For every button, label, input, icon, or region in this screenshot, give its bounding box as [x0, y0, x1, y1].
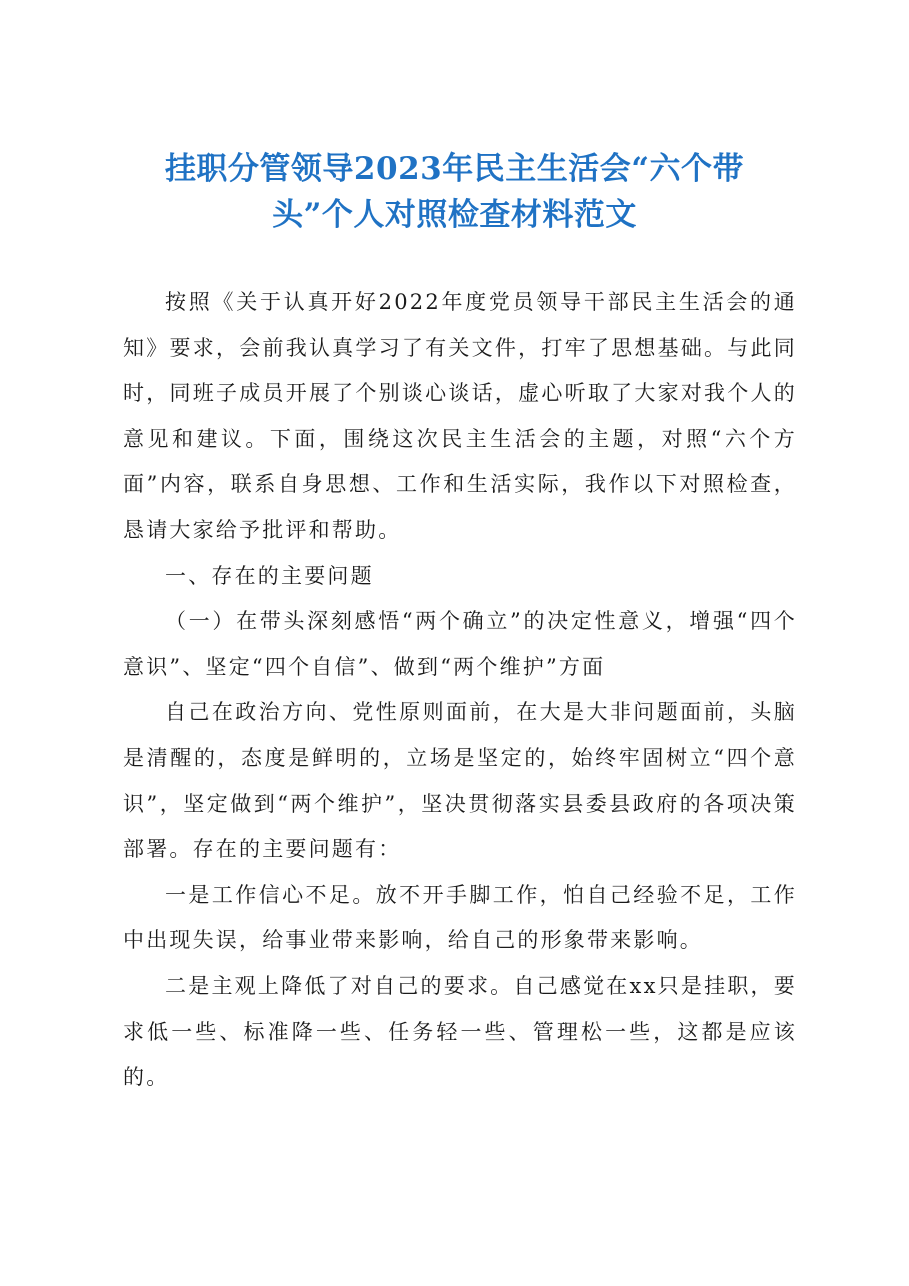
document-body: [123, 280, 797, 1101]
intro-paragraph: 按照《关于认真开好2022年度党员领导干部民主生活会的通知》要求，会前我认真学习了有关文件，打牢了思想基础。与此同时，同班子成员开展了个别谈心谈话，虚心听取了大家对我个人的意见和建议。下面，围绕这次民主生活会的主题，对照“六个方面”内容，联系自身思想、工作和生活实际，我作以下对照检查，恳请大家给予批评和帮助。: [123, 290, 797, 542]
body-paragraph: 自己在政治方向、党性原则面前，在大是大非问题面前，头脑是清醒的，态度是鲜明的，立场是坚定的，始终牢固树立“四个意识”，坚定做到“两个维护”，坚决贯彻落实县委县政府的各项决策部署。存在的主要问题有：: [123, 700, 797, 862]
section-heading: 一、存在的主要问题: [165, 563, 374, 588]
problem-item-1: 一是工作信心不足。放不开手脚工作，怕自己经验不足，工作中出现失误，给事业带来影响，给自己的形象带来影响。: [123, 882, 797, 953]
title-line-1: 挂职分管领导2023年民主生活会“六个带: [164, 151, 745, 187]
title-line-2: 头”个人对照检查材料范文: [272, 197, 637, 233]
problem-item-2: 二是主观上降低了对自己的要求。自己感觉在xx只是挂职，要求低一些、标准降一些、任务轻一些、管理松一些，这都是应该的。: [123, 973, 797, 1090]
document-title: [100, 146, 809, 238]
subsection-heading: （一）在带头深刻感悟“两个确立”的决定性意义，增强“四个意识”、坚定“四个自信”、做到“两个维护”方面: [123, 609, 797, 679]
